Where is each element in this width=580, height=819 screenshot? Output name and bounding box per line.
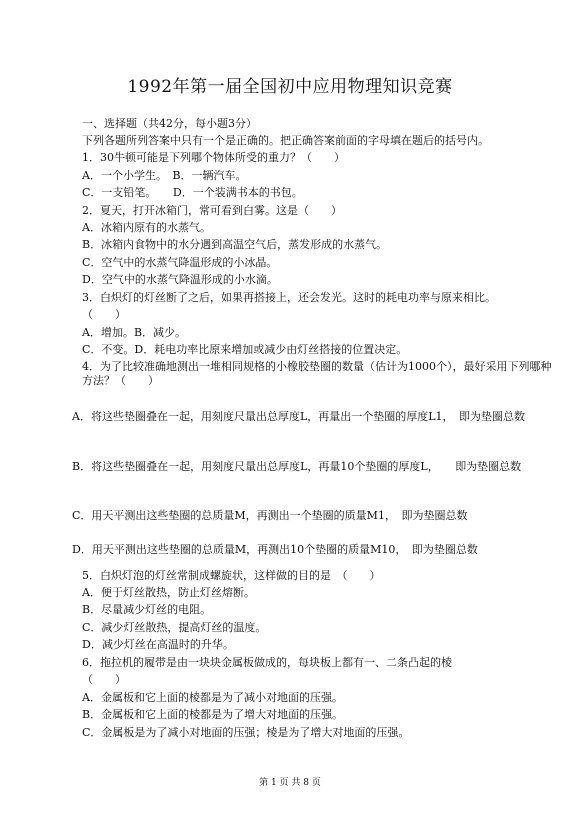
page-title: 1992年第一届全国初中应用物理知识竞赛 — [127, 77, 453, 97]
q2-option-b: B．冰箱内食物中的水分遇到高温空气后，蒸发形成的水蒸气。 — [82, 238, 388, 251]
q3-stem: 3．白炽灯的灯丝断了之后，如果再搭接上，还会发光。这时的耗电功率与原来相比。 — [82, 291, 496, 304]
q4-option-b: B．将这些垫圈叠在一起，用刻度尺量出总厚度L，再量10个垫圈的厚度L， 即为垫圈总数 — [72, 460, 522, 473]
page-footer: 第 1 页 共 8 页 — [259, 778, 321, 788]
q6-stem: 6．拖拉机的履带是由一块块金属板做成的，每块板上都有一、二条凸起的棱 — [82, 656, 452, 669]
q5-option-b: B．尽量减少灯丝的电阻。 — [82, 603, 212, 616]
q4-option-d: D．用天平测出这些垫圈的总质量M，再测出10个垫圈的质量M10， 即为垫圈总数 — [72, 543, 478, 556]
q2-option-c: C．空气中的水蒸气降温形成的小冰晶。 — [82, 256, 278, 269]
q1-options-cd: C．一支铅笔。 D．一个装满书本的书包。 — [82, 186, 303, 199]
q3-options-cd: C．不变。D．耗电功率比原来增加或减少由灯丝搭接的位置决定。 — [82, 343, 408, 356]
q6-blank: （ ） — [82, 673, 126, 686]
section-heading: 一、选择题（共42分，每小题3分） — [82, 117, 257, 130]
q5-option-a: A．便于灯丝散热，防止灯丝熔断。 — [82, 586, 255, 599]
q6-option-a: A．金属板和它上面的棱都是为了减小对地面的压强。 — [82, 691, 343, 704]
q4-stem: 4．为了比较准确地测出一堆相同规格的小橡胶垫圈的数量（估计为1000个），最好采用下列哪种方法？（ ） — [82, 360, 552, 387]
q5-option-c: C．减少灯丝散热，提高灯丝的温度。 — [82, 621, 267, 634]
q1-stem: 1．30牛顿可能是下列哪个物体所受的重力？（ ） — [82, 151, 345, 164]
q4-option-a: A．将这些垫圈叠在一起，用刻度尺量出总厚度L，再量出一个垫圈的厚度L1， 即为垫圈总数 — [72, 410, 526, 423]
q3-blank: （ ） — [82, 308, 126, 321]
q3-options-ab: A．增加。B．减少。 — [82, 326, 187, 339]
instruction-text: 下列各题所列答案中只有一个是正确的。把正确答案前面的字母填在题后的括号内。 — [82, 134, 489, 147]
q6-option-b: B．金属板和它上面的棱都是为了增大对地面的压强。 — [82, 708, 344, 721]
q2-option-a: A．冰箱内原有的水蒸气。 — [82, 221, 211, 234]
q4-option-c: C．用天平测出这些垫圈的总质量M，再测出一个垫圈的质量M1， 即为垫圈总数 — [72, 509, 468, 522]
q2-option-d: D．空气中的水蒸气降温形成的小水滴。 — [82, 273, 278, 286]
q5-stem: 5．白炽灯泡的灯丝常制成螺旋状，这样做的目的是 （ ） — [82, 569, 381, 582]
q1-options-ab: A．一个小学生。 B．一辆汽车。 — [82, 169, 247, 182]
q5-option-d: D．减少灯丝在高温时的升华。 — [82, 638, 234, 651]
q6-option-c: C．金属板是为了减小对地面的压强；棱是为了增大对地面的压强。 — [82, 726, 410, 739]
q2-stem: 2．夏天，打开冰箱门，常可看到白雾。这是（ ） — [82, 204, 342, 217]
